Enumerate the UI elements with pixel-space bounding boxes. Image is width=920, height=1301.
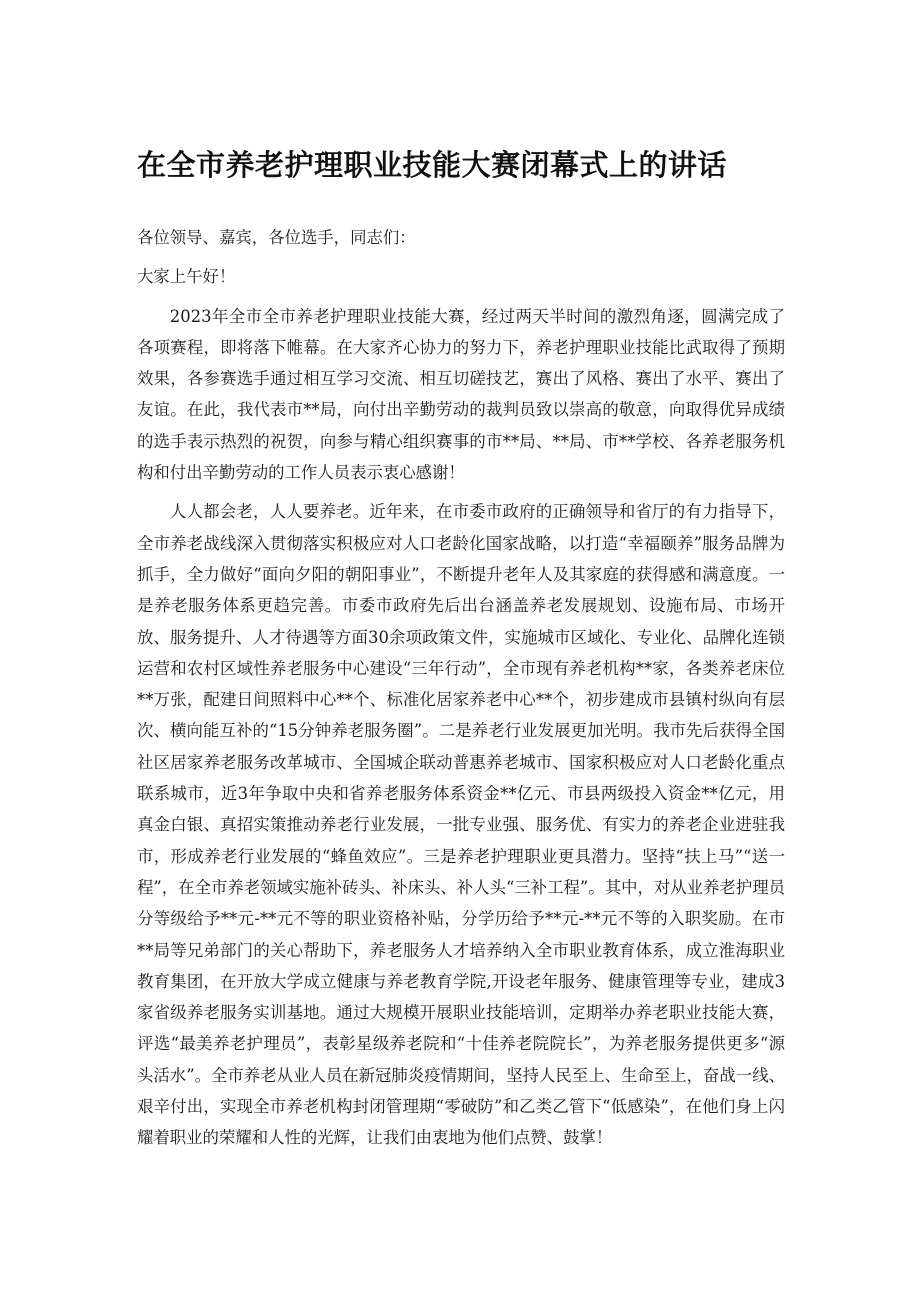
salutation: 各位领导、嘉宾，各位选手，同志们： [137, 228, 416, 247]
greeting: 大家上午好！ [137, 267, 236, 287]
paragraph-2: 人人都会老，人人要养老。近年来，在市委市政府的正确领导和省厅的有力指导下，全市养老战线深入贯彻落实积极应对人口老龄化国家战略，以打造“幸福颐养”服务品牌为抓手，全力做好“面向夕阳的朝阳事业”，不断提升老年人及其家庭的获得感和满意度。一是养老服务体系更趋完善。市委市政府先后出台涵盖养老发展规划、设施布局、市场开放、服务提升、人才待遇等方面30余项政策文件，实施城市区域化、专业化、品牌化连锁运营和农村区域性养老服务中心建设“三年行动”，全市现有养老机构**家，各类养老床位**万张，配建日间照料中心**个、标准化居家养老中心**个，初步建成市县镇村纵向有层次、横向能互补的“15分钟养老服务圈”。二是养老行业发展更加光明。我市先后获得全国社区居家养老服务改革城市、全国城企联动普惠养老城市、国家积极应对人口老龄化重点联系城市，近3年争取中央和省养老服务体系资金**亿元、市县两级投入资金**亿元，用真金白银、真招实策推动养老行业发展，一批专业强、服务优、有实力的养老企业进驻我市，形成养老行业发展的“蜂鱼效应”。三是养老护理职业更具潜力。坚持“扶上马”“送一程”，在全市养老领域实施补砖头、补床头、补人头“三补工程”。其中，对从业养老护理员分等级给予**元-**元不等的职业资格补贴，分学历给予**元-**元不等的入职奖励。在市**局等兄弟部门的关心帮助下，养老服务人才培养纳入全市职业教育体系，成立淮海职业教育集团，在开放大学成立健康与养老教育学院,开设老年服务、健康管理等专业，建成3家省级养老服务实训基地。通过大规模开展职业技能培训，定期举办养老职业技能大赛，评选“最美养老护理员”，表彰星级养老院和“十佳养老院院长”，为养老服务提供更多“源头活水”。全市养老从业人员在新冠肺炎疫情期间，坚持人民至上、生命至上，奋战一线、艰辛付出，实现全市养老机构封闭管理期“零破防”和乙类乙管下“低感染”，在他们身上闪耀着职业的荣耀和人性的光辉，让我们由衷地为他们点赞、鼓掌！ [137, 502, 785, 1148]
document-body [137, 222, 785, 1162]
document-title: 在全市养老护理职业技能大赛闭幕式上的讲话 [137, 148, 728, 183]
paragraph-1: 2023年全市全市养老护理职业技能大赛，经过两天半时间的激烈角逐，圆满完成了各项赛程，即将落下帷幕。在大家齐心协力的努力下，养老护理职业技能比武取得了预期效果，各参赛选手通过相互学习交流、相互切磋技艺，赛出了风格、赛出了水平、赛出了友谊。在此，我代表市**局，向付出辛勤劳动的裁判员致以崇高的敬意，向取得优异成绩的选手表示热烈的祝贺，向参与精心组织赛事的市**局、**局、市**学校、各养老服务机构和付出辛勤劳动的工作人员表示衷心感谢！ [137, 306, 785, 483]
